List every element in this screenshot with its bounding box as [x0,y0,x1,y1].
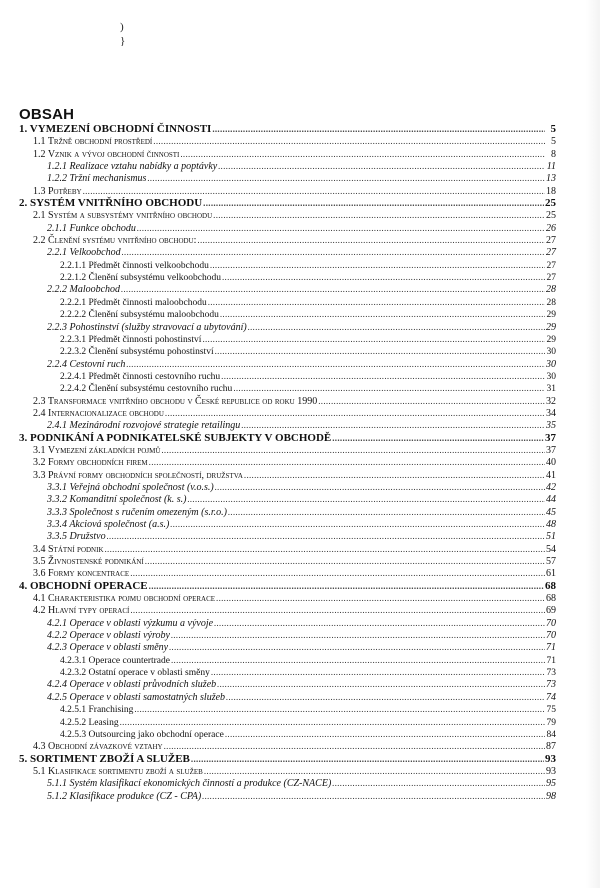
toc-entry[interactable] [0,296,556,308]
dot-leader [248,321,545,334]
dot-leader [180,148,545,161]
dot-leader [244,469,545,482]
toc-entry-label: 1.3 Potřeby [33,185,82,197]
dot-leader [149,580,544,592]
toc-entry-page: 68 [546,593,556,605]
toc-entry[interactable] [0,234,556,246]
toc-entry-page: 73 [546,679,556,691]
toc-entry-page: 28 [546,284,556,296]
dot-leader [165,407,545,420]
toc-entry-label: 4.2.3.1 Operace countertrade [60,655,170,666]
toc-entry-label: 1.2.2 Tržní mechanismus [47,173,147,185]
toc-entry-label: 2.2.3 Pohostinství (služby stravovací a ubytování) [47,321,247,333]
toc-entry-label: 3.2 Formy obchodních firem [33,457,148,469]
dot-leader [137,222,545,235]
toc-entry-page: 42 [546,481,556,493]
toc-entry-page: 71 [546,642,556,654]
toc-entry-label: 3.3.5 Družstvo [47,531,106,543]
dot-leader [149,456,545,469]
toc-entry-label: 2.2.1.1 Předmět činnosti velkoobchodu [60,260,209,271]
toc-entry-page: 30 [546,371,556,382]
toc-entry-label: 2.2.2.2 Členění subsystému maloobchodu [60,310,219,321]
toc-entry-label: 3.5 Živnostenské podnikání [33,556,144,568]
dot-leader [241,419,545,432]
toc-entry-label: 3.3 Právní formy obchodních společností, družstva [33,469,243,481]
toc-entry[interactable] [0,308,556,320]
toc-entry-page: 29 [546,334,556,345]
dot-leader [226,691,545,704]
toc-entry-page: 51 [546,531,556,543]
dot-leader [216,592,545,605]
toc-entry-page: 41 [546,469,556,481]
toc-entry-label: 2. SYSTÉM VNITŘNÍHO OBCHODU [19,197,203,210]
toc-entry-page: 68 [545,579,556,592]
toc-entry-label: 2.4 Internacionalizace obchodu [33,407,164,419]
toc-entry[interactable] [0,456,556,468]
dot-leader [171,629,545,642]
dot-leader [130,567,545,580]
dot-leader [332,432,544,444]
toc-entry-label: 2.2.1 Velkoobchod [47,247,121,259]
toc-entry-label: 2.2.4 Cestovní ruch [47,358,126,370]
dot-leader [197,234,545,247]
dot-leader [212,123,545,135]
toc-entry[interactable] [0,604,556,616]
toc-title: OBSAH [19,106,75,123]
dot-leader [164,740,545,753]
dot-leader [220,308,545,321]
toc-entry-label: 1.1 Tržně obchodní prostředí [33,136,153,148]
toc-entry-label: 4.2.5.3 Outsourcing jako obchodní operace [60,729,224,740]
toc-entry-label: 4.2.5 Operace v oblasti samostatných služeb [47,691,226,703]
dot-leader [122,246,545,259]
dot-leader [208,296,545,309]
toc-entry[interactable] [0,691,556,703]
toc-entry-page: 29 [546,321,556,333]
dot-leader [191,753,544,765]
toc-entry-page: 70 [546,617,556,629]
toc-entry-page: 8 [551,148,556,160]
dot-leader [120,716,545,729]
dot-leader [225,728,545,741]
toc-entry-label: 5. SORTIMENT ZBOŽÍ A SLUŽEB [19,752,190,765]
toc-entry[interactable] [0,222,556,234]
toc-entry-label: 1.2.1 Realizace vztahu nabídky a poptávky [47,161,218,173]
toc-entry[interactable] [0,629,556,641]
toc-entry[interactable] [0,580,556,592]
toc-entry-label: 4.1 Charakteristika pojmu obchodní operace [33,593,216,605]
toc-entry[interactable] [0,333,556,345]
toc-entry[interactable] [0,382,556,394]
toc-entry[interactable] [0,654,556,666]
toc-entry[interactable] [0,185,556,197]
toc-entry-label: 4. OBCHODNÍ OPERACE [19,579,148,592]
toc-entry[interactable] [0,790,556,802]
toc-entry-label: 4.3 Obchodní závazkové vztahy [33,741,163,753]
toc-entry-page: 44 [546,494,556,506]
toc-entry-page: 11 [546,161,556,173]
page-edge [586,0,600,888]
dot-leader [169,641,545,654]
toc-entry[interactable] [0,321,556,333]
toc-entry[interactable] [0,777,556,789]
toc-entry-label: 2.4.1 Mezinárodní rozvojové strategie retailingu [47,420,241,432]
toc-entry-page: 32 [546,395,556,407]
toc-entry-label: 4.2.2 Operace v oblasti výroby [47,630,170,642]
toc-entry-page: 84 [546,729,556,740]
dot-leader [210,259,545,272]
toc-entry-label: 2.2.4.2 Členění subsystému cestovního ruchu [60,384,233,395]
toc-entry-label: 3.1 Vymezení základních pojmů [33,444,161,456]
toc-entry-label: 3.3.3 Společnost s ručením omezeným (s.r.o.) [47,506,227,518]
toc-entry[interactable] [0,765,556,777]
toc-entry-page: 25 [545,197,556,210]
toc-entry[interactable] [0,716,556,728]
scan-marks [120,20,125,48]
toc-entry-page: 95 [546,778,556,790]
toc-entry-page: 27 [546,260,556,271]
toc-entry-page: 30 [546,347,556,358]
dot-leader [233,382,545,395]
toc-entry[interactable] [0,592,556,604]
toc-entry-page: 69 [546,605,556,617]
toc-entry-page: 79 [546,717,556,728]
dot-leader [171,654,545,667]
dot-leader [107,530,545,543]
dot-leader [221,370,545,383]
dot-leader [130,604,545,617]
dot-leader [153,135,545,148]
toc-entry-page: 98 [546,790,556,802]
toc-entry-page: 93 [545,752,556,765]
toc-entry[interactable] [0,419,556,431]
toc-entry-label: 2.2.3.2 Členění subsystému pohostinství [60,347,214,358]
toc-entry[interactable] [0,432,556,444]
toc-entry-page: 54 [546,543,556,555]
toc-entry[interactable] [0,641,556,653]
toc-entry[interactable] [0,728,556,740]
dot-leader [161,444,545,457]
toc-entry[interactable] [0,358,556,370]
toc-entry-label: 4.2 Hlavní typy operací [33,605,130,617]
toc-entry[interactable] [0,617,556,629]
dot-leader [170,518,545,531]
toc-entry-page: 35 [546,420,556,432]
toc-entry-page: 40 [546,457,556,469]
dot-leader [187,493,545,506]
dot-leader [147,172,545,185]
dot-leader [213,209,545,222]
toc-entry-label: 3. PODNIKÁNÍ A PODNIKATELSKÉ SUBJEKTY V OBCHODĚ [19,431,332,444]
dot-leader [202,790,545,803]
dot-leader [134,703,545,716]
toc-entry-page: 5 [551,136,556,148]
toc-entry-label: 2.1 Systém a subsystémy vnitřního obchodu [33,210,213,222]
toc-entry-label: 5.1.1 Systém klasifikací ekonomických činností a produkce (CZ-NACE) [47,778,332,790]
toc-entry-label: 4.2.5.1 Franchising [60,705,134,716]
toc-entry-label: 4.2.3 Operace v oblasti směny [47,642,169,654]
toc-entry-page: 25 [546,210,556,222]
toc-entry-label: 1. VYMEZENÍ OBCHODNÍ ČINNOSTI [19,123,212,135]
dot-leader [214,617,545,630]
dot-leader [222,271,545,284]
toc-entry-page: 37 [546,444,556,456]
toc-entry-page: 34 [546,407,556,419]
toc-entry[interactable] [0,666,556,678]
toc-entry-label: 3.3.1 Veřejná obchodní společnost (v.o.s.) [47,481,214,493]
dot-leader [126,358,545,371]
toc-entry[interactable] [0,148,556,160]
dot-leader [204,765,545,778]
toc-entry-label: 2.2.3.1 Předmět činnosti pohostinství [60,334,202,345]
toc-entry[interactable] [0,543,556,555]
toc-entry[interactable] [0,407,556,419]
toc-entry[interactable] [0,481,556,493]
toc-entry-label: 4.2.5.2 Leasing [60,717,119,728]
toc-entry[interactable] [0,518,556,530]
toc-entry-page: 18 [546,185,556,197]
toc-entry[interactable] [0,530,556,542]
toc-entry-page: 31 [546,384,556,395]
toc-entry-label: 5.1.2 Klasifikace produkce (CZ - CPA) [47,790,202,802]
toc-entry-label: 2.2.1.2 Členění subsystému velkoobchodu [60,273,221,284]
dot-leader [218,160,545,173]
toc-entry[interactable] [0,395,556,407]
toc-entry[interactable] [0,444,556,456]
toc-entry[interactable] [0,160,556,172]
toc-entry[interactable] [0,172,556,184]
toc-entry-label: 1.2 Vznik a vývoj obchodní činnosti [33,148,180,160]
toc-entry-label: 3.4 Státní podnik [33,543,104,555]
toc-entry[interactable] [0,567,556,579]
toc-entry[interactable] [0,370,556,382]
toc-entry[interactable] [0,469,556,481]
dot-leader [332,777,545,790]
toc-entry-label: 2.3 Transformace vnitřního obchodu v České republice od roku 1990 [33,395,318,407]
toc-entry[interactable] [0,209,556,221]
toc-entry-page: 61 [546,568,556,580]
toc-entry-page: 75 [546,705,556,716]
toc-entry[interactable] [0,753,556,765]
toc-entry-label: 4.2.3.2 Ostatní operace v oblasti směny [60,668,210,679]
toc-entry[interactable] [0,678,556,690]
toc-entry[interactable] [0,271,556,283]
toc-entry-page: 70 [546,630,556,642]
toc-entry[interactable] [0,740,556,752]
toc-entry-page: 48 [546,519,556,530]
toc-entry-label: 4.2.1 Operace v oblasti výzkumu a vývoje [47,617,214,629]
toc-entry-page: 57 [546,556,556,568]
toc-entry-label: 3.6 Formy koncentrace [33,568,130,580]
toc-entry-page: 29 [546,310,556,321]
toc-entry[interactable] [0,555,556,567]
toc-entry-page: 30 [546,358,556,370]
toc-entry[interactable] [0,246,556,258]
toc-entry[interactable] [0,135,556,147]
toc-entry[interactable] [0,345,556,357]
toc-entry-label: 3.3.2 Komanditní společnost (k. s.) [47,494,187,506]
toc-entry-page: 87 [546,741,556,753]
dot-leader [202,333,545,346]
toc-entry-page: 27 [546,247,556,259]
toc-entry[interactable] [0,259,556,271]
dot-leader [121,283,545,296]
scan-mark: } [120,35,126,47]
toc-entry-page: 71 [546,655,556,666]
dot-leader [215,345,545,358]
dot-leader [105,543,546,556]
dot-leader [228,506,545,519]
dot-leader [211,666,545,679]
toc-entry-page: 74 [546,691,556,703]
toc-entry-page: 26 [546,222,556,234]
dot-leader [215,481,545,494]
toc-entry-label: 2.2.4.1 Předmět činnosti cestovního ruchu [60,371,221,382]
toc-entry-page: 73 [546,668,556,679]
table-of-contents [0,123,556,802]
toc-entry[interactable] [0,493,556,505]
toc-entry-page: 5 [550,123,556,135]
dot-leader [145,555,545,568]
toc-entry[interactable] [0,197,556,209]
toc-entry-page: 93 [546,765,556,777]
toc-entry-label: 2.1.1 Funkce obchodu [47,222,136,234]
dot-leader [217,678,545,691]
toc-entry-label: 2.2 Členění systému vnitřního obchodu: [33,235,197,247]
dot-leader [83,185,545,198]
toc-entry-page: 27 [546,273,556,284]
toc-entry-label: 3.3.4 Akciová společnost (a.s.) [47,519,170,530]
toc-entry[interactable] [0,703,556,715]
toc-entry-page: 37 [545,431,556,444]
dot-leader [203,197,544,209]
scan-mark: ) [120,21,124,33]
toc-entry[interactable] [0,283,556,295]
toc-entry-page: 28 [546,297,556,308]
dot-leader [318,395,545,408]
toc-entry-page: 27 [546,235,556,247]
toc-entry[interactable] [0,506,556,518]
toc-entry-label: 5.1 Klasifikace sortimentu zboží a služeb [33,765,203,777]
toc-entry-label: 4.2.4 Operace v oblasti průvodních služeb [47,679,217,691]
toc-entry[interactable] [0,123,556,135]
toc-entry-page: 13 [546,173,556,185]
toc-entry-page: 45 [546,506,556,518]
toc-entry-label: 2.2.2.1 Předmět činnosti maloobchodu [60,297,207,308]
toc-entry-label: 2.2.2 Maloobchod [47,284,121,296]
